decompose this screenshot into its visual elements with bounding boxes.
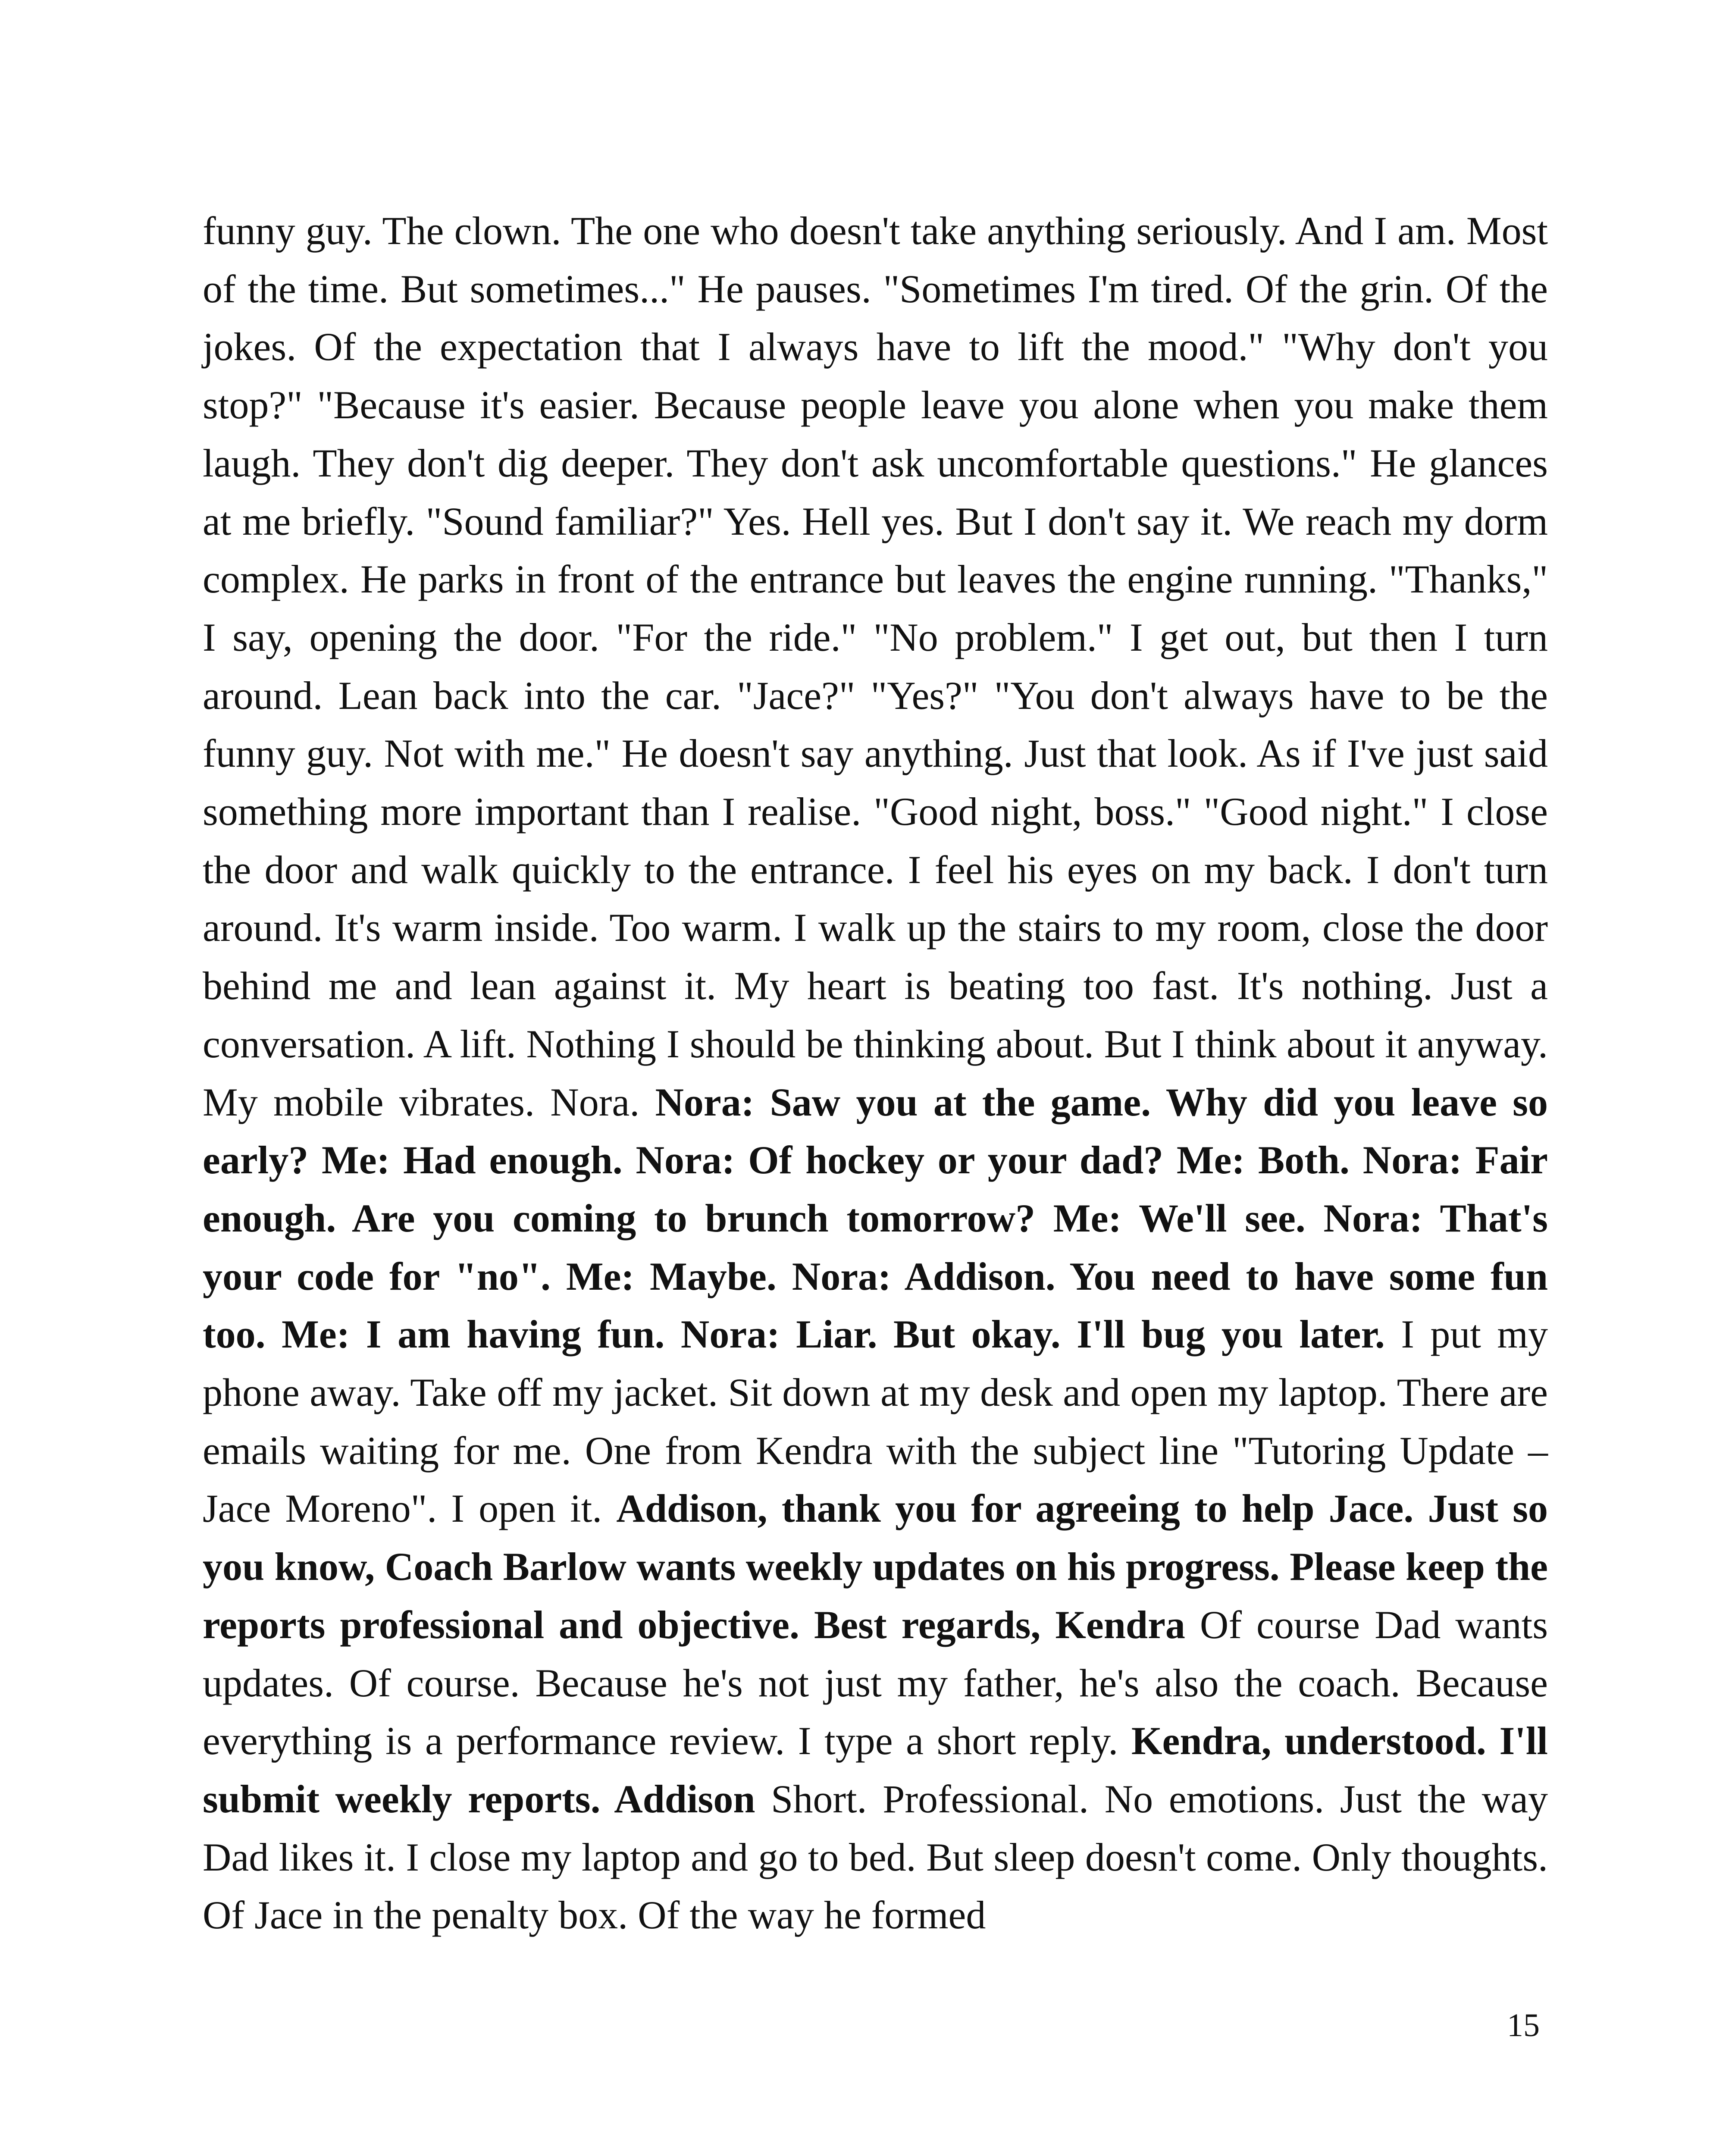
page-number: 15 <box>1507 2007 1540 2043</box>
email-reply: Kendra, understood. I'll submit weekly reports. Addison <box>203 1719 1548 1821</box>
text-run: funny guy. The clown. The one who doesn't take anything seriously. And I am. Most of the time. But sometimes..." He pauses. "Sometimes I'm tired. Of the grin. Of the jokes. Of the expectation that I always have to lift the mood." "Why don't you stop?" "Because it's easier. Because people leave you alone when you make them laugh. They don't dig deeper. They don't ask uncomfortable questions." He glances at me briefly. "Sound familiar?" Yes. Hell yes. But I don't say it. We reach my dorm complex. He parks in front of the entrance but leaves the engine running. "Thanks," I say, opening the door. "For the ride." "No problem." I get out, but then I turn around. Lean back into the car. "Jace?" "Yes?" "You don't always have to be the funny guy. Not with me." He doesn't say anything. Just that look. As if I've just said something more important than I realise. "Good night, boss." "Good night." I close the door and walk quickly to the entrance. I feel his eyes on my back. I don't turn around. It's warm inside. Too warm. I walk up the stairs to my room, close the door behind me and lean against it. My heart is beating too fast. It's nothing. Just a conversation. A lift. Nothing I should be thinking about. But I think about it anyway. My mobile vibrates. Nora. <box>203 209 1548 1124</box>
text-message-exchange: Nora: Saw you at the game. Why did you leave so early? Me: Had enough. Nora: Of hockey or your dad? Me: Both. Nora: Fair enough. Are you coming to brunch tomorrow? Me: We'll see. Nora: That's your code for "no". Me: Maybe. Nora: Addison. You need to have some fun too. Me: I am having fun. Nora: Liar. But okay. I'll bug you later. <box>203 1080 1548 1357</box>
text-run: I put my phone away. Take off my jacket. Sit down at my desk and open my laptop. There are emails waiting for me. One from Kendra with the subject line "Tutoring Update – Jace Moreno". I open it. <box>203 1312 1548 1531</box>
text-run: Short. Professional. No emotions. Just the way Dad likes it. I close my laptop and go to bed. But sleep doesn't come. Only thoughts. Of Jace in the penalty box. Of the way he formed <box>203 1777 1548 1937</box>
text-run: Of course Dad wants updates. Of course. Because he's not just my father, he's also the coach. Because everything is a performance review. I type a short reply. <box>203 1602 1548 1763</box>
email-from-kendra: Addison, thank you for agreeing to help Jace. Just so you know, Coach Barlow wants weekly updates on his progress. Please keep the reports professional and objective. Best regards, Kendra <box>203 1486 1548 1647</box>
body-paragraph <box>203 202 1548 1944</box>
